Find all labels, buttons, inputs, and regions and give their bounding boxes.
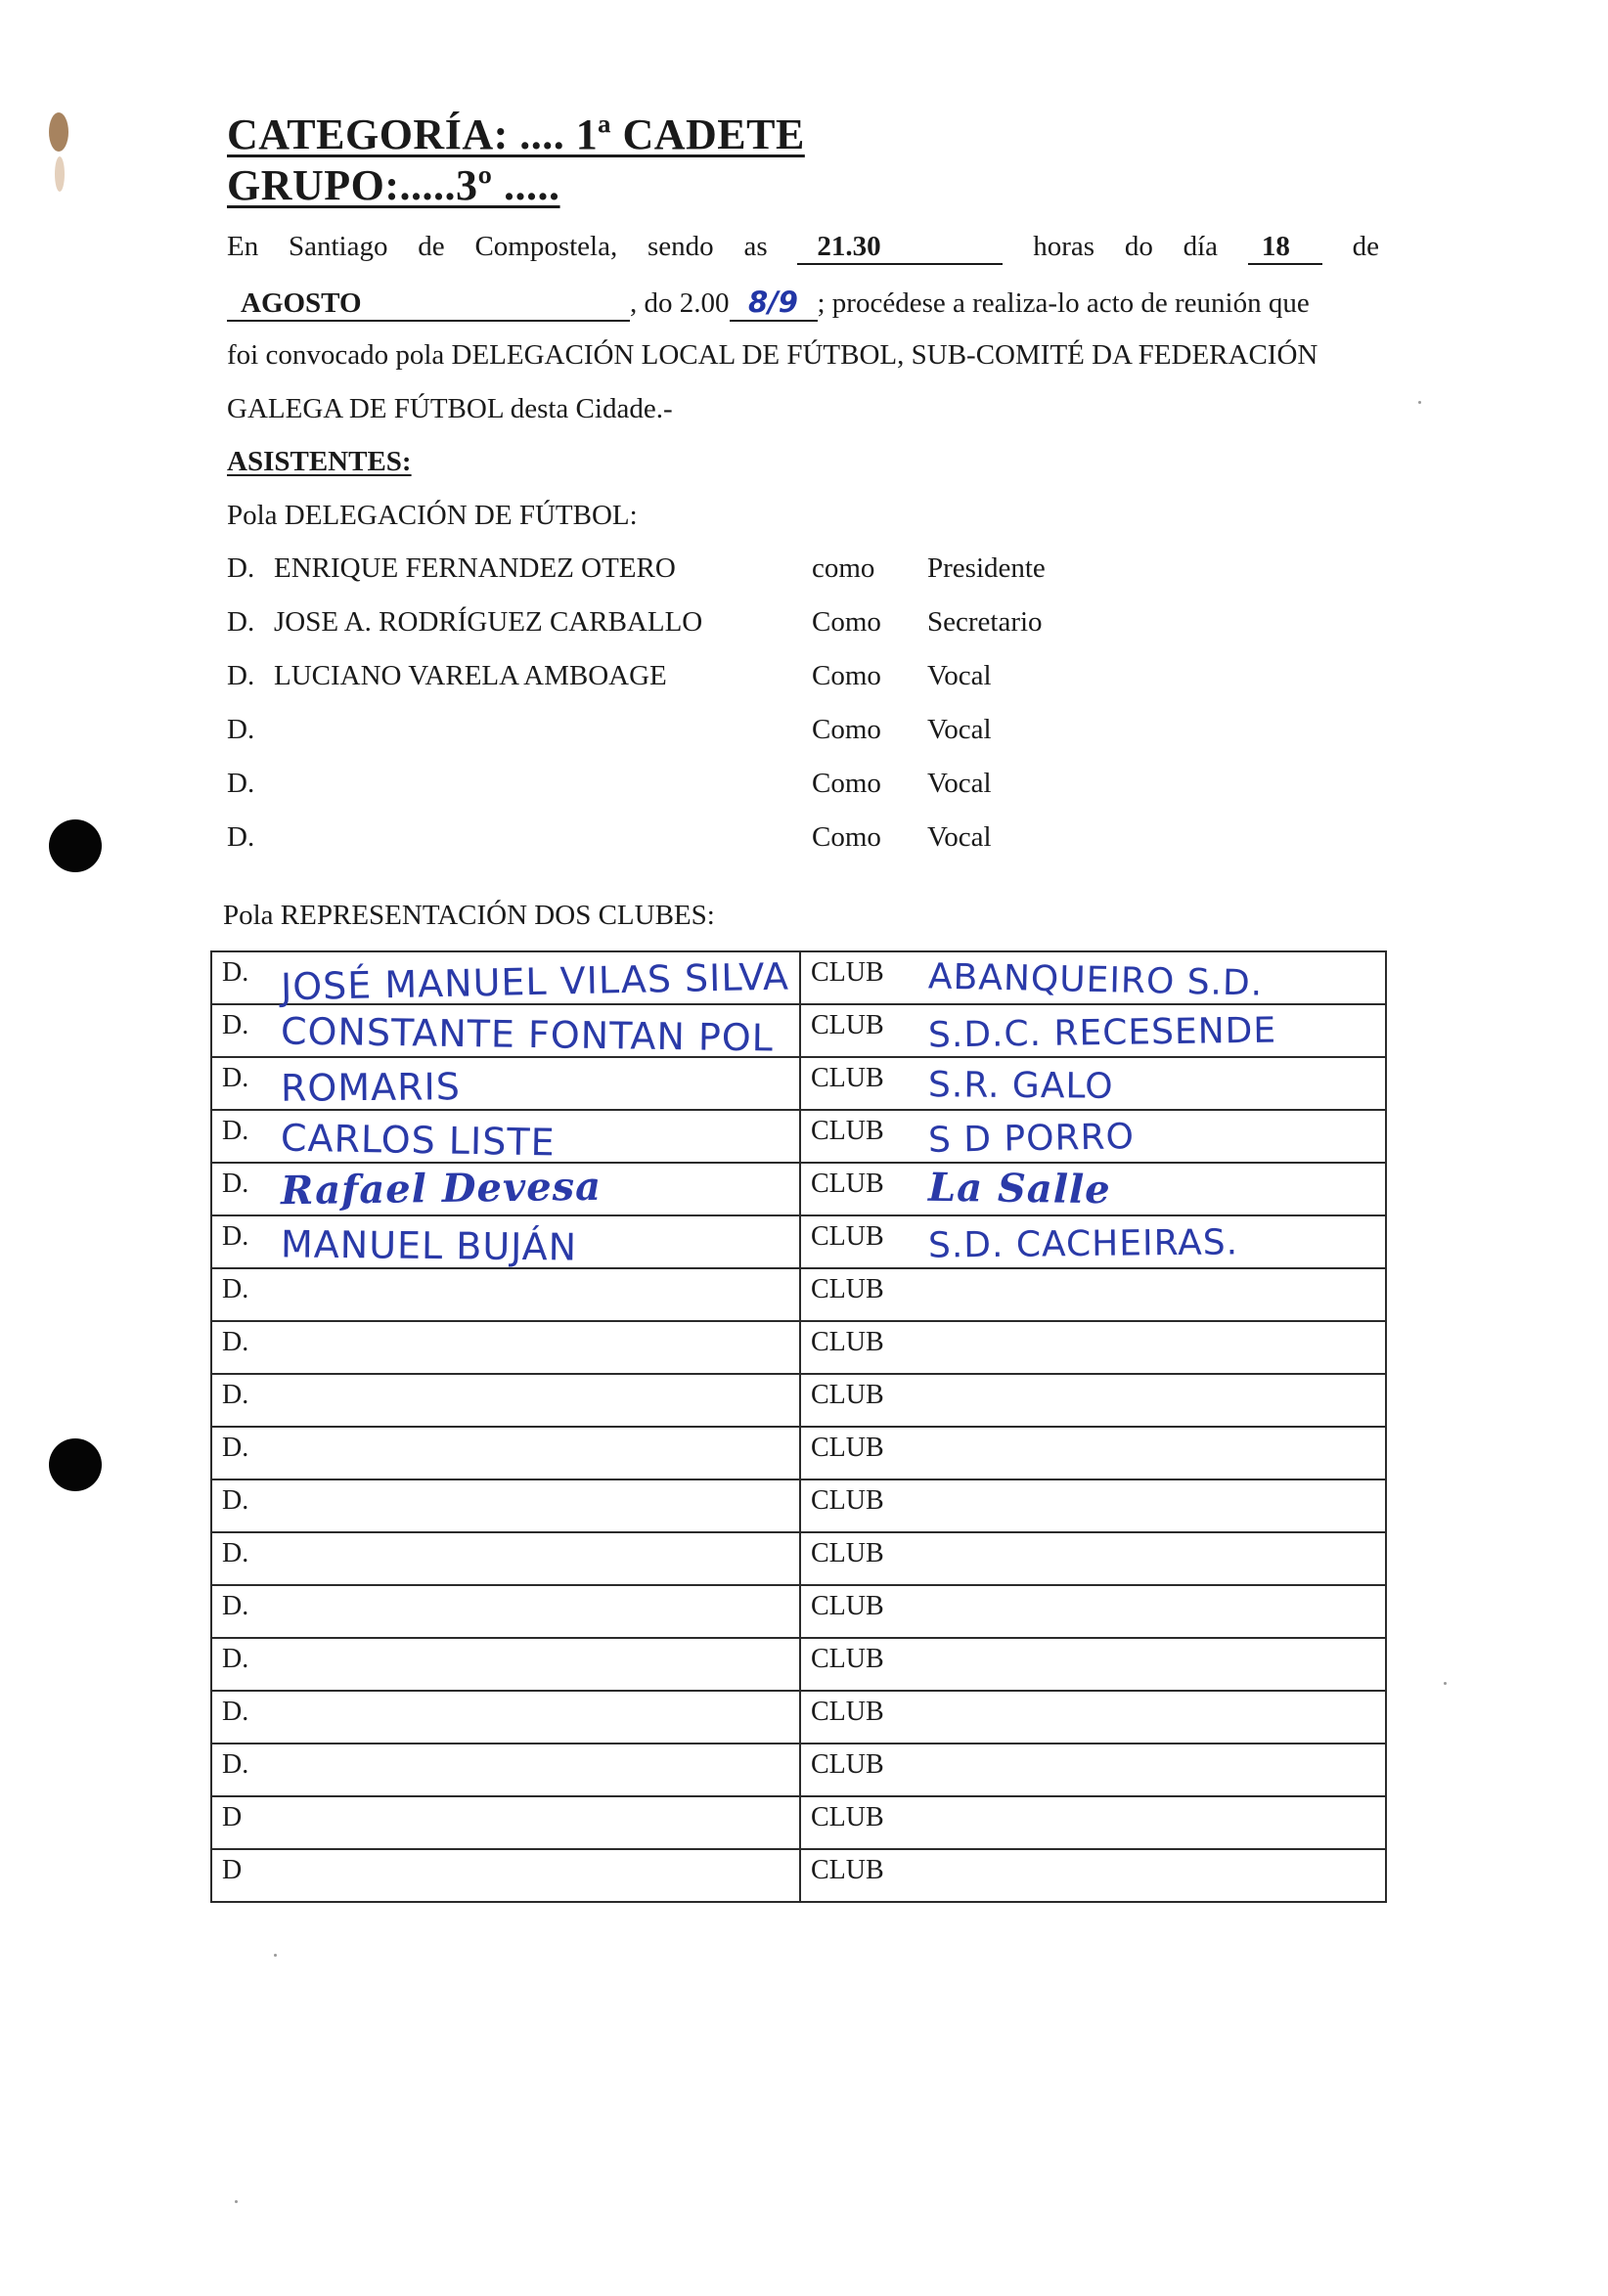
club-row (211, 1638, 1386, 1691)
club-row (211, 1057, 1386, 1110)
club-row (211, 1374, 1386, 1427)
intro-line-3: foi convocado pola DELEGACIÓN LOCAL DE FÚTBOL, SUB-COMITÉ DA FEDERACIÓN (227, 339, 1318, 371)
clubs-label: Pola REPRESENTACIÓN DOS CLUBES: (223, 900, 715, 931)
attendee-name: LUCIANO VARELA AMBOAGE (274, 660, 667, 691)
month-value: AGOSTO (241, 287, 362, 319)
representative-cell (211, 1004, 800, 1060)
club-label: CLUB (811, 1697, 884, 1727)
representative-cell (211, 1638, 800, 1691)
club-name-handwritten: La Salle (927, 1164, 1111, 1214)
intro-line-2-rest: ; procédese a realiza-lo acto de reunión que (817, 287, 1310, 319)
speck (235, 2200, 238, 2203)
club-cell (800, 1744, 1386, 1796)
club-row (211, 1163, 1386, 1215)
year-prefix: , do 2.00 (630, 287, 730, 319)
club-label: CLUB (811, 1802, 884, 1832)
club-cell (800, 1268, 1386, 1321)
intro-word: horas (1033, 231, 1095, 262)
club-row (211, 1849, 1386, 1902)
club-label: CLUB (811, 1380, 884, 1410)
intro-word: de (418, 231, 445, 262)
club-label: CLUB (811, 1749, 884, 1780)
representative-prefix: D. (222, 1591, 249, 1621)
representative-cell (211, 1744, 800, 1796)
representative-signature: MANUEL BUJÁN (280, 1222, 578, 1269)
club-cell (800, 1796, 1386, 1849)
intro-word: as (743, 231, 768, 262)
club-label: CLUB (811, 1538, 884, 1568)
representative-prefix: D (222, 1855, 243, 1885)
attendee-role: Presidente (927, 552, 1046, 584)
attendee-role: Vocal (927, 821, 992, 853)
club-label: CLUB (811, 1274, 884, 1304)
representative-prefix: D. (222, 1274, 249, 1304)
club-cell (800, 1849, 1386, 1902)
representative-prefix: D. (222, 1169, 249, 1199)
representative-cell (211, 1374, 800, 1427)
attendee-como: Como (812, 660, 881, 691)
year-field (730, 286, 818, 322)
representative-prefix: D. (222, 1116, 249, 1146)
club-cell (800, 1215, 1386, 1268)
category-heading: CATEGORÍA: .... 1ª CADETE (227, 110, 805, 158)
representative-prefix: D. (222, 1433, 249, 1463)
club-name-handwritten: S.D. CACHEIRAS. (927, 1222, 1239, 1266)
representative-signature: CONSTANTE FONTAN POL (280, 1009, 775, 1060)
representative-signature: CARLOS LISTE (280, 1116, 556, 1165)
representative-prefix: D. (222, 1327, 249, 1357)
club-cell (800, 1057, 1386, 1110)
attendee-role: Vocal (927, 660, 992, 691)
representative-cell (211, 1532, 800, 1585)
time-value: 21.30 (817, 231, 881, 262)
representative-signature: ROMARIS (280, 1065, 462, 1110)
representative-cell (211, 1796, 800, 1849)
club-row (211, 1004, 1386, 1057)
intro-word: Compostela, (474, 231, 618, 262)
attendees-title: ASISTENTES: (227, 446, 412, 477)
year-digits: 8/9 (748, 286, 798, 319)
club-row (211, 1479, 1386, 1532)
day-value: 18 (1261, 231, 1290, 262)
club-cell (800, 1374, 1386, 1427)
club-name-handwritten: ABANQUEIRO S.D. (927, 956, 1264, 1004)
intro-line-1 (227, 231, 1379, 265)
punch-hole-top (49, 819, 102, 872)
intro-word: de (1352, 231, 1379, 262)
representative-prefix: D. (222, 1749, 249, 1780)
representative-cell (211, 1849, 800, 1902)
punch-hole-bottom (49, 1438, 102, 1491)
club-cell (800, 1163, 1386, 1215)
representative-cell (211, 1110, 800, 1163)
attendee-role: Vocal (927, 714, 992, 745)
club-row (211, 1796, 1386, 1849)
representative-prefix: D (222, 1802, 243, 1832)
attendee-como: Como (812, 714, 881, 745)
representative-prefix: D. (222, 1485, 249, 1516)
representative-prefix: D. (222, 1697, 249, 1727)
time-field (797, 231, 1003, 265)
attendee-como: Como (812, 821, 881, 853)
club-label: CLUB (811, 1644, 884, 1674)
representative-prefix: D. (222, 1380, 249, 1410)
club-cell (800, 1638, 1386, 1691)
representative-cell (211, 1215, 800, 1268)
intro-word: En (227, 231, 259, 262)
attendee-role: Vocal (927, 768, 992, 799)
club-cell (800, 1532, 1386, 1585)
clubs-table-body (211, 951, 1386, 1902)
club-cell (800, 1479, 1386, 1532)
club-label: CLUB (811, 1116, 884, 1146)
attendee-como: Como (812, 606, 881, 638)
club-row (211, 1215, 1386, 1268)
attendee-name: JOSE A. RODRÍGUEZ CARBALLO (274, 606, 703, 638)
intro-line-2 (227, 286, 1379, 322)
club-label: CLUB (811, 1063, 884, 1093)
club-cell (800, 1110, 1386, 1163)
representative-signature: Rafael Devesa (280, 1163, 603, 1214)
attendee-prefix: D. (227, 606, 255, 638)
attendee-prefix: D. (227, 821, 255, 853)
club-label: CLUB (811, 1169, 884, 1199)
club-label: CLUB (811, 1221, 884, 1252)
attendee-como: como (812, 552, 875, 584)
clubs-table (210, 950, 1387, 1903)
club-name-handwritten: S D PORRO (927, 1117, 1136, 1161)
club-label: CLUB (811, 957, 884, 988)
speck (274, 1954, 277, 1957)
representative-cell (211, 951, 800, 1009)
representative-cell (211, 1479, 800, 1532)
club-label: CLUB (811, 1010, 884, 1040)
intro-word: do (1124, 231, 1153, 262)
group-heading: GRUPO:.....3º ..... (227, 161, 560, 209)
day-field (1248, 231, 1322, 265)
club-cell (800, 1427, 1386, 1479)
representative-cell (211, 1427, 800, 1479)
representative-prefix: D. (222, 1538, 249, 1568)
representative-signature: JOSÉ MANUEL VILAS SILVA (280, 954, 790, 1009)
intro-word: Santiago (289, 231, 388, 262)
speck (1418, 401, 1421, 404)
attendee-prefix: D. (227, 714, 255, 745)
representative-prefix: D. (222, 1221, 249, 1252)
speck (1444, 1682, 1447, 1685)
representative-cell (211, 1268, 800, 1321)
representative-prefix: D. (222, 1644, 249, 1674)
club-row (211, 1744, 1386, 1796)
attendee-prefix: D. (227, 552, 255, 584)
club-label: CLUB (811, 1591, 884, 1621)
month-field (227, 287, 630, 322)
intro-word: día (1183, 231, 1219, 262)
club-label: CLUB (811, 1855, 884, 1885)
delegation-label: Pola DELEGACIÓN DE FÚTBOL: (227, 500, 638, 531)
club-cell (800, 951, 1386, 1004)
club-cell (800, 1004, 1386, 1057)
club-cell (800, 1585, 1386, 1638)
representative-prefix: D. (222, 1063, 249, 1093)
attendee-name: ENRIQUE FERNANDEZ OTERO (274, 552, 676, 584)
representative-prefix: D. (222, 1010, 249, 1040)
club-row (211, 1532, 1386, 1585)
representative-cell (211, 1585, 800, 1638)
rust-stain-small (55, 156, 65, 192)
club-row (211, 1585, 1386, 1638)
representative-cell (211, 1321, 800, 1374)
club-row (211, 1268, 1386, 1321)
club-label: CLUB (811, 1433, 884, 1463)
club-label: CLUB (811, 1485, 884, 1516)
intro-line-4: GALEGA DE FÚTBOL desta Cidade.- (227, 393, 673, 424)
club-label: CLUB (811, 1327, 884, 1357)
attendee-como: Como (812, 768, 881, 799)
club-row (211, 1110, 1386, 1163)
representative-cell (211, 1163, 800, 1215)
representative-cell (211, 1691, 800, 1744)
club-name-handwritten: S.D.C. RECESENDE (927, 1010, 1277, 1056)
attendee-prefix: D. (227, 768, 255, 799)
representative-prefix: D. (222, 957, 249, 988)
club-row (211, 1691, 1386, 1744)
attendee-role: Secretario (927, 606, 1043, 638)
club-cell (800, 1321, 1386, 1374)
club-cell (800, 1691, 1386, 1744)
club-row (211, 951, 1386, 1004)
intro-word: sendo (648, 231, 714, 262)
representative-cell (211, 1057, 800, 1110)
rust-stain (49, 112, 68, 152)
club-row (211, 1321, 1386, 1374)
club-row (211, 1427, 1386, 1479)
club-name-handwritten: S.R. GALO (927, 1065, 1114, 1107)
attendee-prefix: D. (227, 660, 255, 691)
